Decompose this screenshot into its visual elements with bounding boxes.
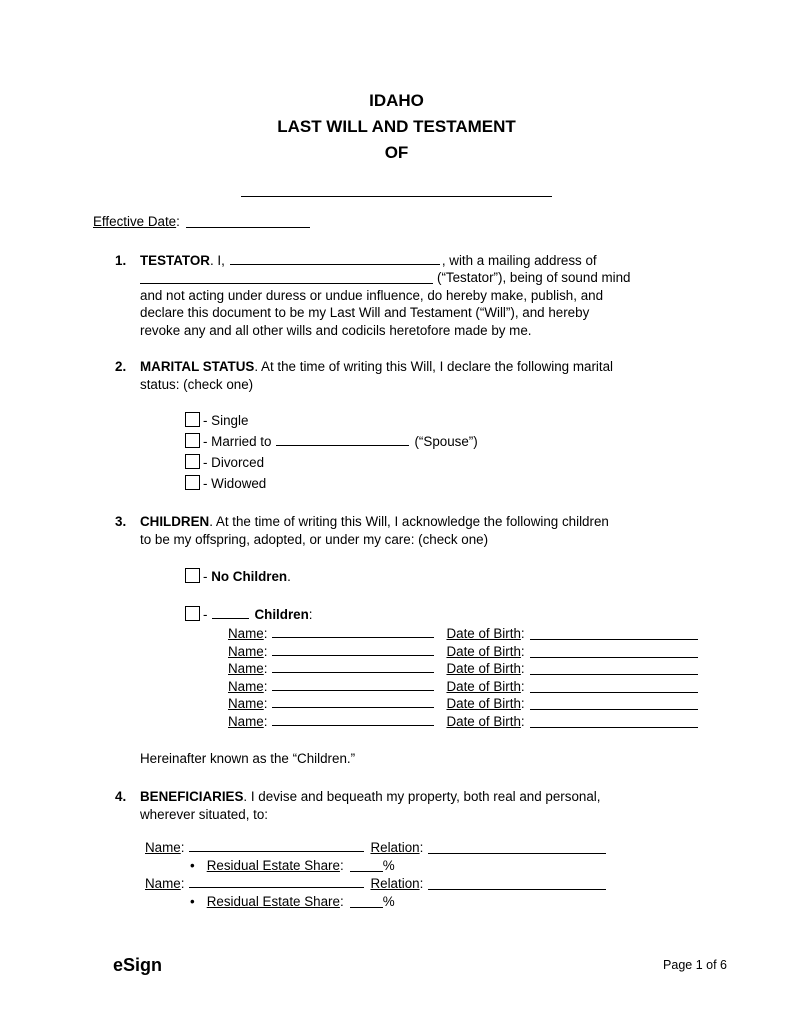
section-number: 2.	[115, 359, 127, 374]
colon: :	[520, 626, 525, 641]
checkbox-children[interactable]	[185, 606, 200, 621]
colon: :	[520, 661, 525, 677]
option-no-children-label: No Children	[211, 569, 288, 584]
testator-text: declare this document to be my Last Will and Testament (“Will”), and hereby	[140, 305, 590, 320]
child-dob-label: Date of Birth	[446, 643, 521, 659]
bullet-icon: •	[190, 858, 195, 874]
effective-date-field[interactable]	[186, 215, 310, 228]
section-testator-heading: TESTATOR	[140, 252, 210, 268]
children-text: . At the time of writing this Will, I acknowledge the following children	[209, 514, 609, 529]
child-name-label: Name	[228, 713, 264, 729]
option-single	[185, 410, 700, 431]
section-children	[115, 513, 700, 767]
beneficiary-name-label: Name	[145, 876, 181, 892]
children-count-field[interactable]	[212, 606, 249, 619]
child-dob-field[interactable]	[530, 627, 698, 640]
beneficiary-row	[145, 839, 700, 857]
beneficiary-name-field[interactable]	[189, 875, 364, 888]
page-indicator: Page 1 of 6	[663, 957, 727, 972]
child-row	[228, 713, 700, 731]
option-divorced-label: - Divorced	[203, 455, 265, 470]
child-dob-label: Date of Birth	[446, 713, 521, 729]
marital-text: status: (check one)	[140, 376, 254, 392]
child-name-label: Name	[228, 696, 264, 712]
testator-name-line[interactable]	[241, 196, 552, 197]
beneficiaries-text: . I devise and bequeath my property, both real and personal,	[243, 789, 601, 805]
beneficiary-relation-field[interactable]	[428, 877, 606, 890]
spouse-name-field[interactable]	[276, 433, 409, 446]
effective-date-colon: :	[176, 214, 180, 229]
child-dob-field[interactable]	[530, 715, 698, 728]
option-no-children	[185, 566, 700, 587]
colon: :	[520, 678, 525, 694]
option-widowed	[185, 473, 700, 494]
child-name-label: Name	[228, 643, 264, 659]
beneficiary-name-label: Name	[145, 840, 181, 856]
child-name-label: Name	[228, 661, 264, 677]
hereinafter-note: Hereinafter known as the “Children.”	[140, 750, 356, 766]
beneficiary-name-field[interactable]	[189, 839, 364, 852]
residual-share-field[interactable]	[350, 859, 383, 872]
residual-share-label: Residual Estate Share	[206, 858, 340, 874]
effective-date-label: Effective Date	[93, 214, 177, 229]
option-children	[185, 604, 700, 625]
section-beneficiaries	[115, 788, 700, 911]
period: .	[287, 569, 291, 584]
child-name-label: Name	[228, 626, 264, 641]
child-name-field[interactable]	[272, 695, 434, 708]
child-row	[228, 660, 700, 678]
option-children-label: Children	[254, 607, 309, 622]
checkbox-divorced[interactable]	[185, 454, 200, 469]
option-widowed-label: - Widowed	[203, 476, 267, 491]
colon: :	[263, 678, 268, 694]
colon: :	[263, 713, 268, 729]
child-row	[228, 695, 700, 713]
colon: :	[520, 713, 525, 729]
residual-share-label: Residual Estate Share	[206, 894, 340, 910]
section-number: 4.	[115, 789, 127, 805]
colon: :	[419, 840, 424, 856]
beneficiary-relation-label: Relation	[370, 840, 420, 856]
colon: :	[339, 894, 344, 910]
testator-text: , with a mailing address of	[441, 252, 597, 268]
option-single-label: - Single	[203, 413, 249, 428]
document-title-of: OF	[384, 143, 409, 162]
checkbox-single[interactable]	[185, 412, 200, 427]
section-marital-status	[115, 358, 700, 494]
child-name-label: Name	[228, 678, 264, 694]
dash: -	[203, 607, 208, 622]
child-name-field[interactable]	[272, 643, 434, 656]
child-dob-label: Date of Birth	[446, 678, 521, 694]
child-dob-field[interactable]	[530, 697, 698, 710]
residual-share-row	[190, 893, 700, 911]
testator-text: and not acting under duress or undue influence, do hereby make, publish, and	[140, 287, 604, 303]
mailing-address-field[interactable]	[140, 271, 433, 284]
children-table	[228, 625, 700, 731]
section-beneficiaries-heading: BENEFICIARIES	[140, 789, 244, 805]
section-number: 3.	[115, 514, 127, 529]
child-name-field[interactable]	[272, 625, 434, 638]
bullet-icon: •	[190, 894, 195, 910]
children-text: to be my offspring, adopted, or under my care: (check one)	[140, 531, 489, 547]
child-dob-label: Date of Birth	[446, 626, 521, 641]
document-title	[93, 88, 700, 166]
child-dob-field[interactable]	[530, 680, 698, 693]
document-title-type: LAST WILL AND TESTAMENT	[277, 117, 516, 136]
percent-sign: %	[382, 894, 395, 910]
colon: :	[263, 643, 268, 659]
checkbox-married[interactable]	[185, 433, 200, 448]
colon: :	[308, 607, 313, 622]
child-dob-field[interactable]	[530, 662, 698, 675]
child-name-field[interactable]	[272, 678, 434, 691]
colon: :	[263, 696, 268, 712]
marital-text: . At the time of writing this Will, I declare the following marital	[254, 359, 614, 374]
colon: :	[263, 661, 268, 677]
colon: :	[419, 876, 424, 892]
beneficiary-row	[145, 875, 700, 893]
residual-share-field[interactable]	[350, 895, 383, 908]
colon: :	[263, 626, 268, 641]
testator-name-field[interactable]	[230, 252, 440, 265]
child-name-field[interactable]	[272, 660, 434, 673]
option-divorced	[185, 452, 700, 473]
section-children-heading: CHILDREN	[140, 514, 210, 529]
colon: :	[180, 840, 185, 856]
child-name-field[interactable]	[272, 713, 434, 726]
testator-text: . I,	[209, 252, 225, 268]
percent-sign: %	[382, 858, 395, 874]
beneficiaries-list	[145, 839, 700, 911]
colon: :	[520, 696, 525, 712]
beneficiary-relation-field[interactable]	[428, 841, 606, 854]
esign-logo: eSign	[113, 954, 163, 975]
beneficiary-relation-label: Relation	[370, 876, 420, 892]
testator-text: (“Testator”), being of sound mind	[437, 270, 631, 285]
option-married-suffix: (“Spouse”)	[414, 434, 478, 449]
child-dob-label: Date of Birth	[446, 696, 521, 712]
beneficiaries-text: wherever situated, to:	[140, 806, 269, 822]
child-dob-field[interactable]	[530, 645, 698, 658]
option-married	[185, 431, 700, 452]
child-row	[228, 625, 700, 643]
child-row	[228, 678, 700, 696]
section-marital-heading: MARITAL STATUS	[140, 359, 255, 374]
colon: :	[180, 876, 185, 892]
colon: :	[339, 858, 344, 874]
child-dob-label: Date of Birth	[446, 661, 521, 677]
effective-date-row	[93, 213, 700, 231]
document-title-state: IDAHO	[369, 91, 424, 110]
testator-text: revoke any and all other wills and codicils heretofore made by me.	[140, 322, 532, 338]
checkbox-widowed[interactable]	[185, 475, 200, 490]
section-testator	[115, 252, 700, 340]
option-married-label: - Married to	[203, 434, 272, 449]
colon: :	[520, 643, 525, 659]
residual-share-row	[190, 857, 700, 875]
checkbox-no-children[interactable]	[185, 568, 200, 583]
child-row	[228, 643, 700, 661]
dash: -	[203, 569, 208, 584]
section-number: 1.	[115, 252, 127, 268]
